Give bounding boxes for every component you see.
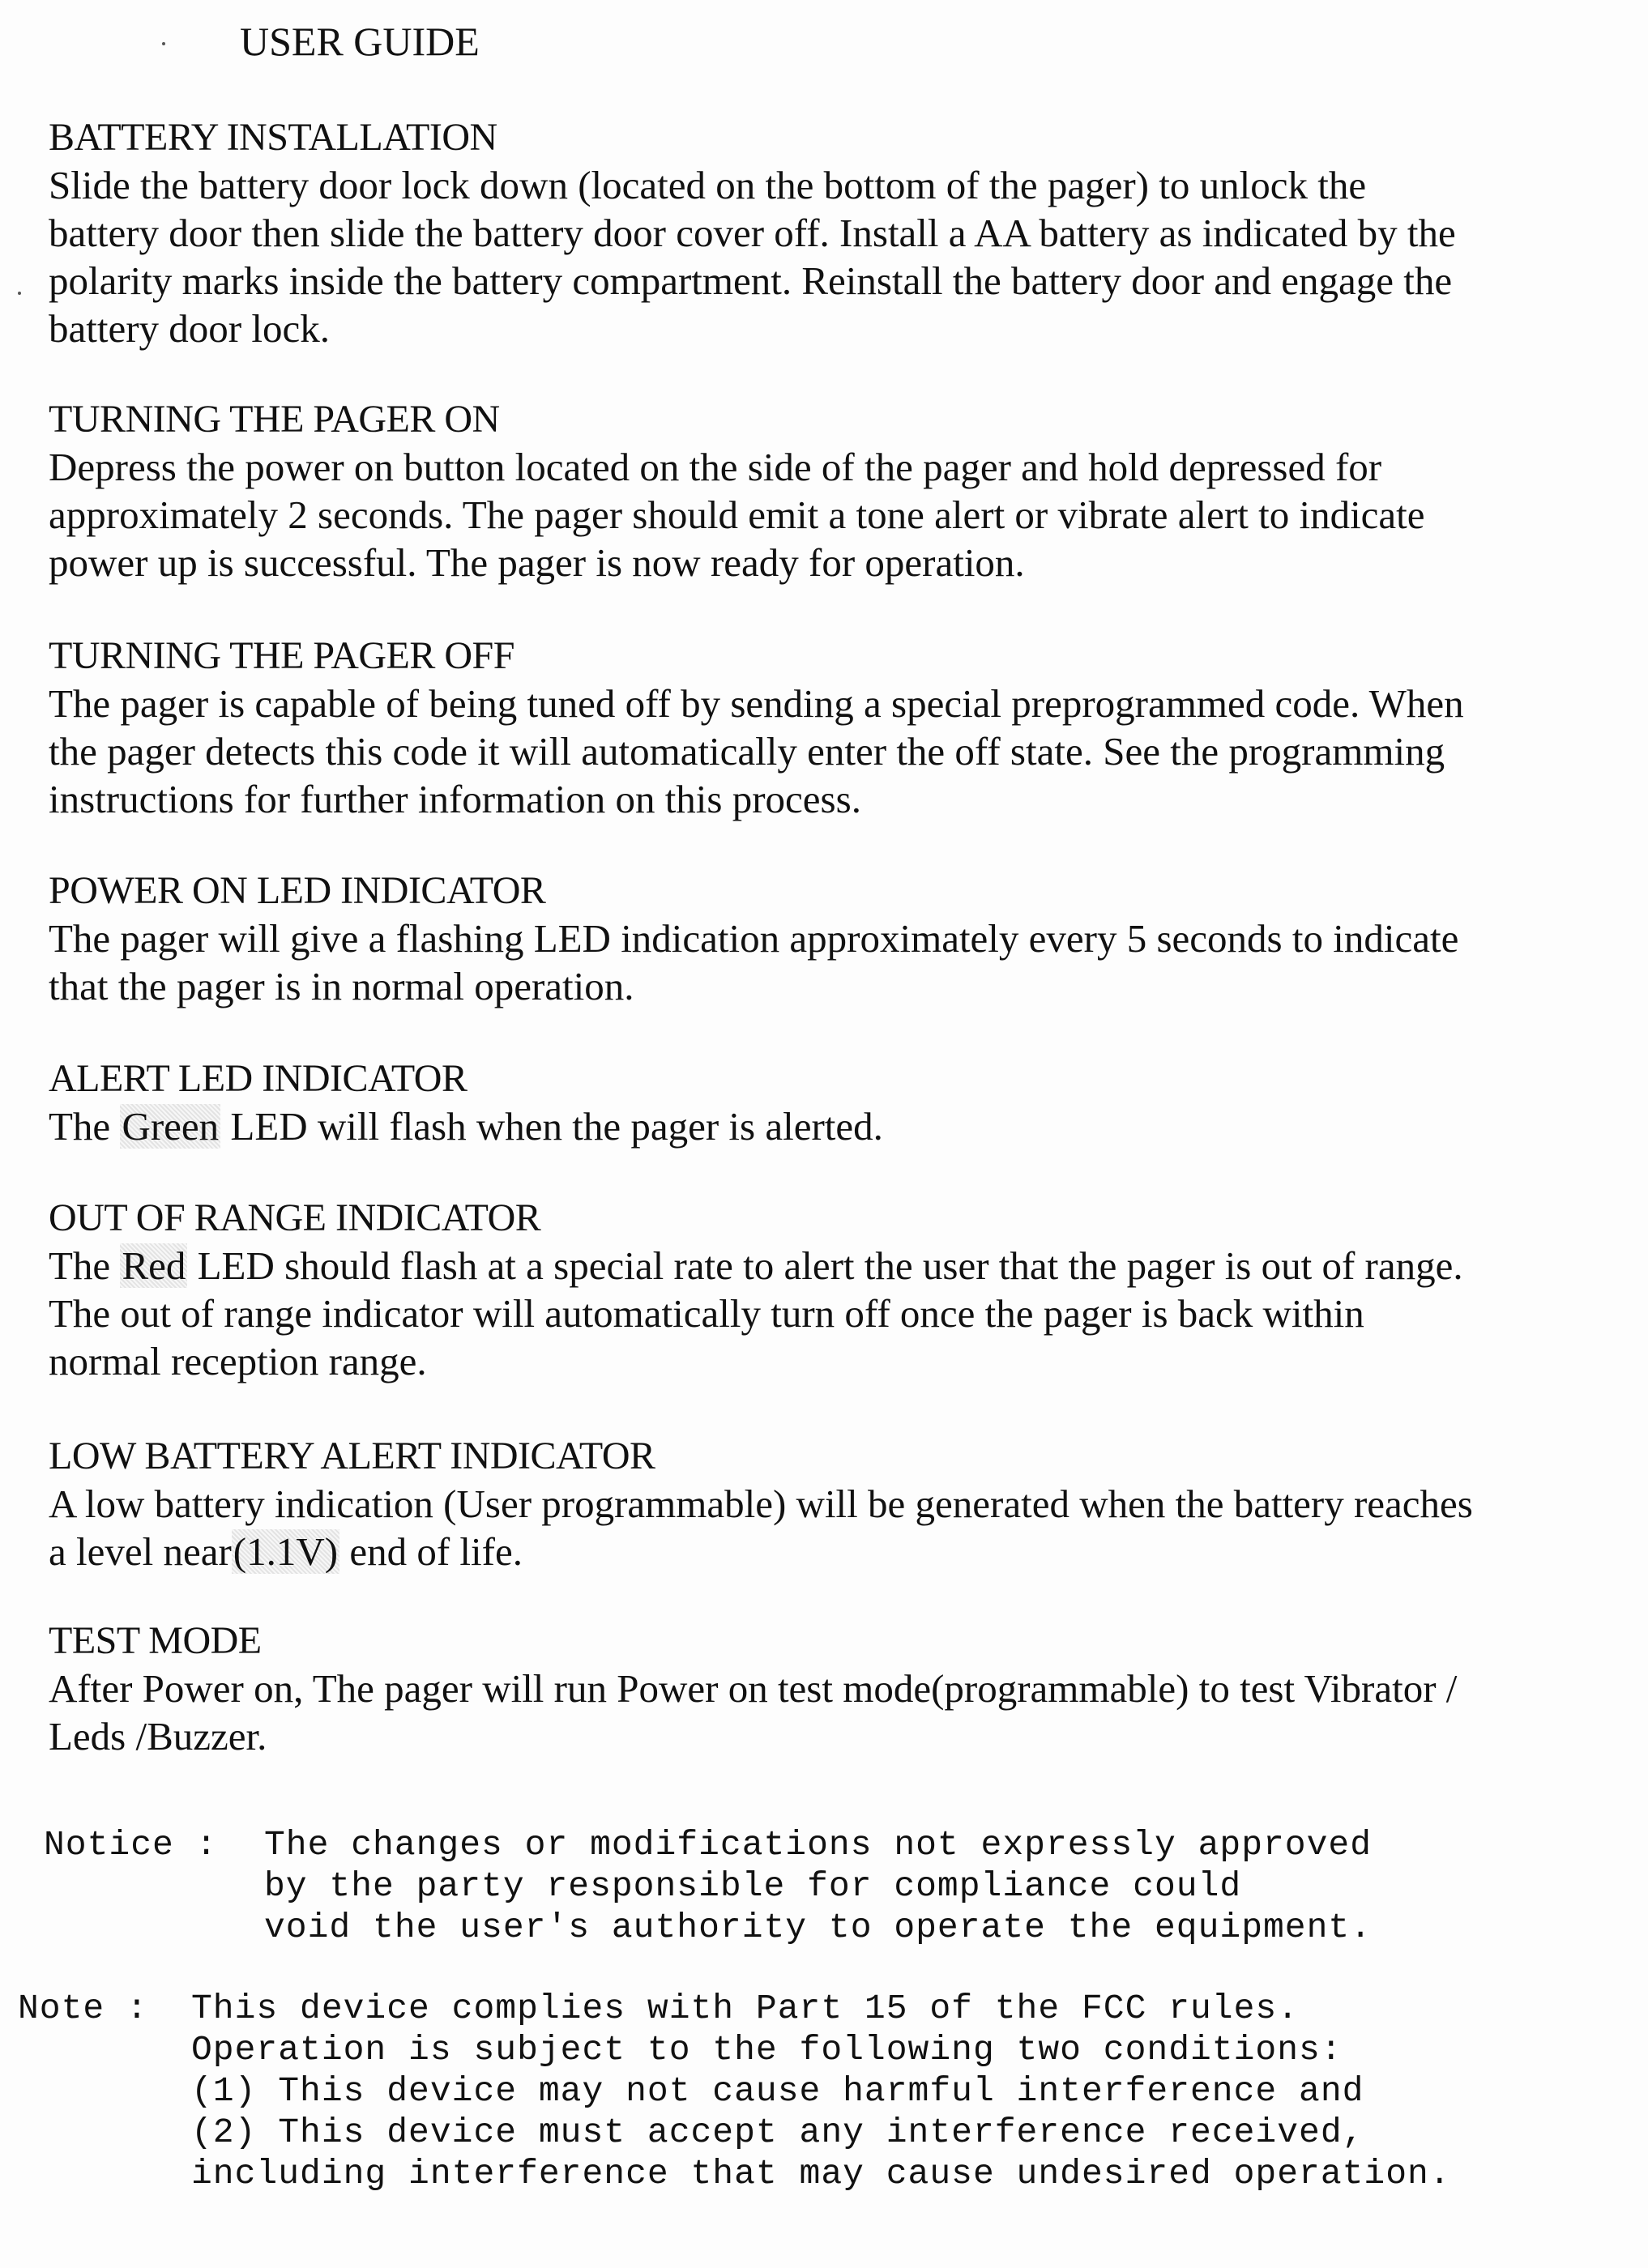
section-line: normal reception range. — [49, 1339, 427, 1383]
note-text — [191, 1988, 1451, 2194]
highlight-green: Green — [122, 1104, 220, 1149]
section-line: the pager detects this code it will automatically enter the off state. See the programming — [49, 729, 1445, 774]
notice-line: The changes or modifications not expressly approved — [264, 1825, 1373, 1865]
section-line: instructions for further information on this process. — [49, 777, 861, 821]
section-line: battery door lock. — [49, 306, 330, 351]
text-fragment: The — [49, 1243, 121, 1288]
section-line: After Power on, The pager will run Power on test mode(programmable) to test Vibrator / — [49, 1666, 1458, 1711]
section-out-of-range — [49, 1194, 1572, 1385]
section-heading: LOW BATTERY ALERT INDICATOR — [49, 1435, 655, 1477]
section-battery-installation — [49, 113, 1572, 352]
section-line: Depress the power on button located on the side of the pager and hold depressed for — [49, 445, 1382, 489]
section-line: battery door then slide the battery door cover off. Install a AA battery as indicated by the — [49, 211, 1456, 255]
section-line: A low battery indication (User programmable) will be generated when the battery reaches — [49, 1481, 1473, 1526]
page-title: USER GUIDE — [240, 19, 480, 64]
notice-text — [264, 1824, 1372, 1948]
scan-speck — [162, 42, 165, 45]
section-line: approximately 2 seconds. The pager should emit a tone alert or vibrate alert to indicate — [49, 492, 1425, 537]
section-heading: BATTERY INSTALLATION — [49, 116, 497, 159]
section-heading: OUT OF RANGE INDICATOR — [49, 1196, 541, 1239]
section-line — [49, 1102, 1572, 1150]
section-line: that the pager is in normal operation. — [49, 964, 634, 1008]
section-heading: TEST MODE — [49, 1619, 262, 1662]
section-heading: POWER ON LED INDICATOR — [49, 869, 546, 912]
section-line: The pager is capable of being tuned off by sending a special preprogrammed code. When — [49, 681, 1464, 726]
section-power-on-led — [49, 867, 1572, 1010]
note-line: (2) This device must accept any interference received, — [191, 2112, 1364, 2152]
notice-line: by the party responsible for compliance could — [264, 1866, 1242, 1906]
note-line: Operation is subject to the following two conditions: — [191, 2030, 1343, 2070]
notice-label: Notice : — [44, 1825, 240, 1865]
highlight-red: Red — [122, 1243, 186, 1288]
section-line: The out of range indicator will automatically turn off once the pager is back within — [49, 1291, 1364, 1336]
section-line: The pager will give a flashing LED indication approximately every 5 seconds to indicate — [49, 916, 1459, 961]
section-line: power up is successful. The pager is now ready for operation. — [49, 540, 1025, 585]
section-turning-on — [49, 395, 1572, 586]
section-line: Leds /Buzzer. — [49, 1714, 267, 1759]
note-label: Note : — [18, 1989, 170, 2028]
notice-line: void the user's authority to operate the equipment. — [264, 1908, 1373, 1947]
text-fragment: LED should flash at a special rate to alert the user that the pager is out of range. — [187, 1243, 1463, 1288]
text-fragment: a level near — [49, 1529, 232, 1574]
text-fragment: LED will flash when the pager is alerted. — [220, 1104, 883, 1149]
section-turning-off — [49, 632, 1572, 823]
note-line: This device complies with Part 15 of the FCC rules. — [191, 1989, 1300, 2028]
note-line: (1) This device may not cause harmful interference and — [191, 2071, 1364, 2111]
section-heading: ALERT LED INDICATOR — [49, 1057, 468, 1100]
highlight-voltage: (1.1V) — [233, 1529, 339, 1574]
section-line — [49, 1242, 1572, 1290]
text-fragment: The — [49, 1104, 121, 1149]
section-heading: TURNING THE PAGER ON — [49, 398, 500, 441]
section-line — [49, 1528, 1572, 1575]
note-line: including interference that may cause undesired operation. — [191, 2154, 1451, 2193]
section-low-battery — [49, 1432, 1572, 1575]
section-test-mode — [49, 1617, 1572, 1760]
scan-speck — [18, 292, 21, 295]
section-heading: TURNING THE PAGER OFF — [49, 634, 514, 677]
text-fragment: end of life. — [339, 1529, 523, 1574]
section-line: Slide the battery door lock down (located on the bottom of the pager) to unlock the — [49, 163, 1367, 207]
section-line: polarity marks inside the battery compartment. Reinstall the battery door and engage the — [49, 258, 1453, 303]
section-alert-led — [49, 1055, 1572, 1150]
